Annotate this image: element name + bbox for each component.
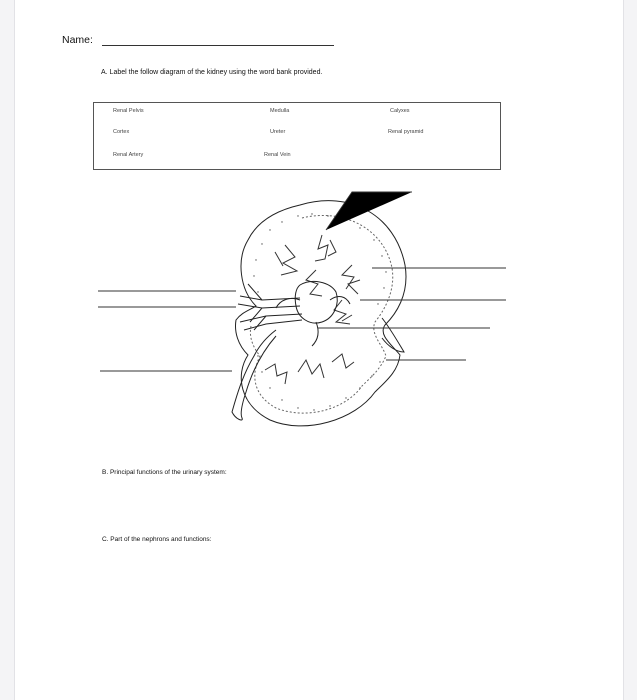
- renal-pelvis: [295, 281, 337, 323]
- word-bank-item: Renal pyramid: [388, 129, 424, 135]
- name-label: Name:: [62, 34, 93, 46]
- ureter: [232, 330, 276, 420]
- word-bank-item: Renal Vein: [264, 152, 291, 158]
- word-bank-item: Medulla: [270, 108, 290, 114]
- section-a-heading: A. Label the follow diagram of the kidney using the word bank provided.: [101, 69, 323, 76]
- renal-vein: [240, 314, 302, 330]
- renal-pyramids: [265, 235, 360, 384]
- word-bank-item: Cortex: [113, 129, 130, 135]
- renal-artery: [238, 296, 300, 308]
- kidney-outline: [236, 201, 406, 426]
- label-line: [326, 192, 412, 230]
- word-bank-item: Renal Pelvis: [113, 108, 144, 114]
- section-c-heading: C. Part of the nephrons and functions:: [102, 536, 212, 543]
- label-lines: [98, 192, 506, 371]
- cortex-boundary: [250, 215, 392, 413]
- section-b-heading: B. Principal functions of the urinary system:: [102, 469, 227, 476]
- word-bank-item: Calyxes: [390, 108, 410, 114]
- word-bank-item: Renal Artery: [113, 152, 144, 158]
- word-bank-item: Ureter: [270, 129, 286, 135]
